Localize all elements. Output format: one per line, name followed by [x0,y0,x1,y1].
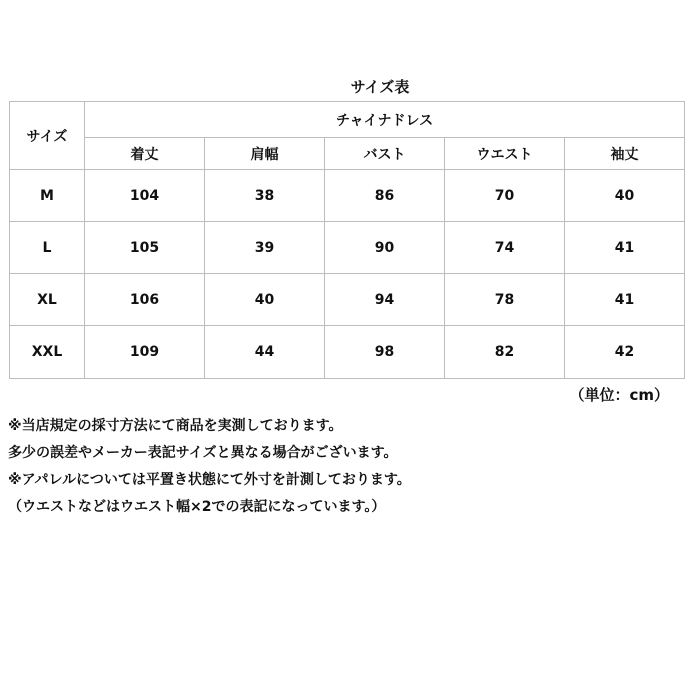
measurement-header-row [10,138,685,170]
table-row [10,274,685,326]
note-line: （ウエストなどはウエスト幅×2での表記になっています。） [8,499,386,515]
table-cell: 70 [445,170,565,222]
table-cell: 106 [85,274,205,326]
product-group-header: チャイナドレス [85,102,685,138]
column-header-bust: バスト [325,138,445,170]
column-header-length: 着丈 [85,138,205,170]
unit-note: （単位：cm） [569,386,669,404]
table-cell: 74 [445,222,565,274]
table-cell: 41 [565,222,685,274]
table-cell: 78 [445,274,565,326]
table-cell: 105 [85,222,205,274]
table-cell: 86 [325,170,445,222]
table-cell: 39 [205,222,325,274]
table-cell: 98 [325,326,445,379]
size-label: XL [10,274,85,326]
table-cell: 94 [325,274,445,326]
notes-block [8,413,698,521]
page-title: サイズ表 [350,78,410,96]
table-row [10,222,685,274]
table-cell: 41 [565,274,685,326]
table-cell: 42 [565,326,685,379]
table-cell: 38 [205,170,325,222]
table-cell: 90 [325,222,445,274]
column-header-shoulder: 肩幅 [205,138,325,170]
table-cell: 40 [205,274,325,326]
table-cell: 109 [85,326,205,379]
column-header-sleeve: 袖丈 [565,138,685,170]
table-row [10,170,685,222]
note-line: ※当店規定の採寸方法にて商品を実測しております。 [8,418,343,434]
size-label: XXL [10,326,85,379]
column-header-waist: ウエスト [445,138,565,170]
note-line: 多少の誤差やメーカー表記サイズと異なる場合がございます。 [8,445,398,461]
note-line: ※アパレルについては平置き状態にて外寸を計測しております。 [8,472,411,488]
size-label: M [10,170,85,222]
size-table [9,101,685,379]
size-label: L [10,222,85,274]
table-cell: 104 [85,170,205,222]
size-column-header: サイズ [10,102,85,170]
table-header-row [10,102,685,138]
table-cell: 44 [205,326,325,379]
table-cell: 40 [565,170,685,222]
table-cell: 82 [445,326,565,379]
table-row [10,326,685,379]
